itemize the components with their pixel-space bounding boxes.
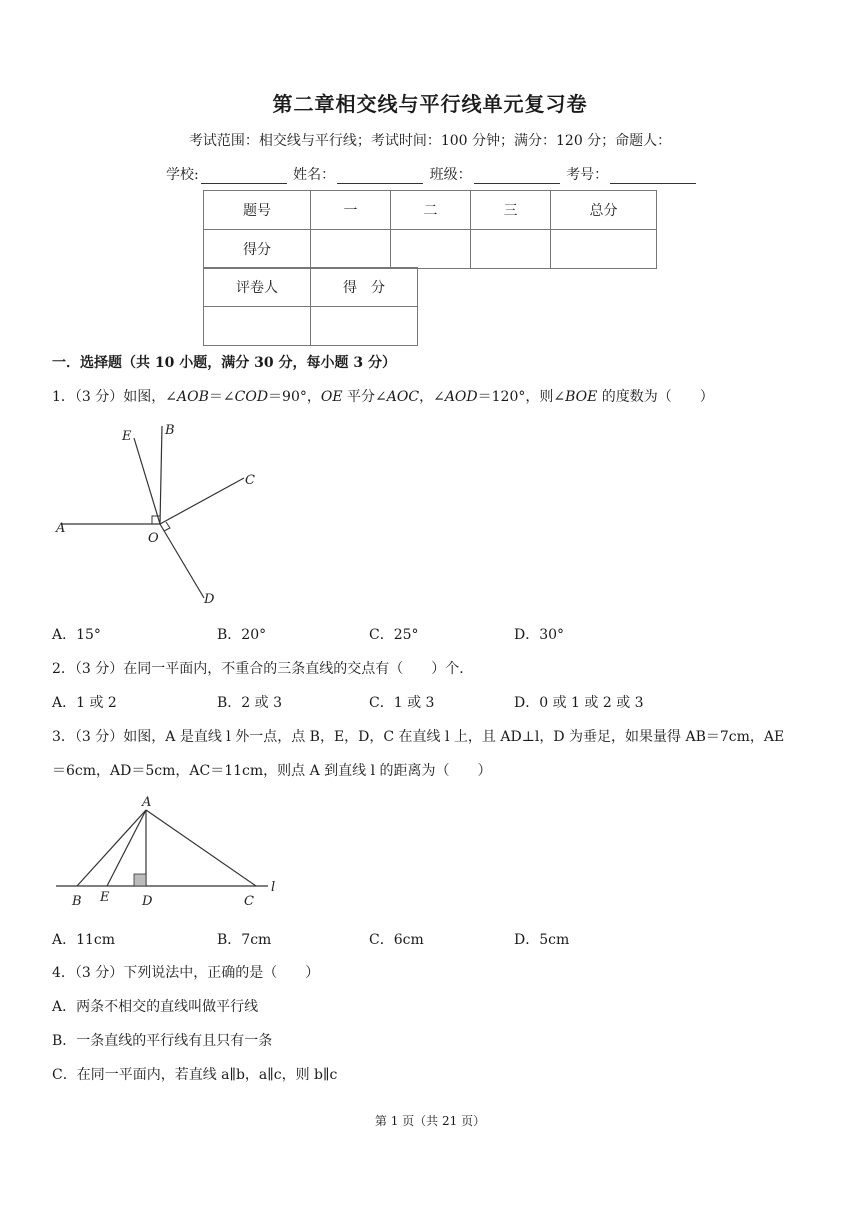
question-2-stem: 2．（3 分）在同一平面内，不重合的三条直线的交点有（ ）个． [52, 661, 474, 677]
q2-option-c[interactable]: C．1 或 3 [369, 695, 435, 711]
q4-option-a[interactable]: A．两条不相交的直线叫做平行线 [52, 999, 259, 1015]
q3-option-b[interactable]: B．7cm [217, 932, 272, 948]
score-table-score-row [204, 230, 657, 269]
score-cell[interactable] [391, 230, 471, 269]
label-b: B [165, 423, 175, 438]
header-cell: 三 [471, 191, 551, 230]
name-blank[interactable] [337, 168, 423, 184]
grader-cell[interactable] [204, 307, 311, 346]
question-1-stem: 1．（3 分）如图，∠AOB＝∠COD＝90°，OE 平分∠AOC，∠AOD＝120°，则∠BOE 的度数为（ ） [52, 389, 714, 405]
question-1-figure [52, 418, 272, 610]
question-3-figure [52, 792, 292, 914]
label-d: D [142, 894, 153, 909]
q3-option-c[interactable]: C．6cm [369, 932, 424, 948]
header-cell: 题号 [204, 191, 311, 230]
page-footer: 第 1 页（共 21 页） [374, 1114, 486, 1128]
q2-option-d[interactable]: D．0 或 1 或 2 或 3 [514, 695, 644, 711]
label-c: C [245, 473, 255, 488]
q3-option-a[interactable]: A．11cm [52, 932, 116, 948]
question-3-stem-line1: 3．（3 分）如图，A 是直线 l 外一点，点 B，E，D，C 在直线 l 上，且 AD⊥l，D 为垂足，如果量得 AB＝7cm，AE [52, 729, 785, 745]
grader-label: 评卷人 [204, 268, 311, 307]
score-cell[interactable] [551, 230, 657, 269]
score-cell[interactable] [311, 230, 391, 269]
score-table-header-row [204, 191, 657, 230]
question-3-stem-line2: ＝6cm，AD＝5cm，AC＝11cm，则点 A 到直线 l 的距离为（ ） [52, 763, 492, 779]
q4-option-c[interactable]: C．在同一平面内，若直线 a∥b，a∥c，则 b∥c [52, 1067, 338, 1083]
school-blank[interactable] [201, 168, 287, 184]
name-label: 姓名： [293, 167, 336, 183]
exam-meta: 考试范围：相交线与平行线；考试时间：100 分钟；满分：120 分；命题人： [188, 133, 672, 149]
label-e: E [122, 429, 132, 444]
score-row-label: 得分 [204, 230, 311, 269]
label-e: E [100, 890, 110, 905]
grader-score-cell[interactable] [311, 307, 418, 346]
score-cell[interactable] [471, 230, 551, 269]
q1-option-c[interactable]: C．25° [369, 627, 419, 643]
header-cell: 一 [311, 191, 391, 230]
q2-option-b[interactable]: B．2 或 3 [217, 695, 283, 711]
section-title: 一．选择题（共 10 小题，满分 30 分，每小题 3 分） [52, 355, 396, 371]
score-table [203, 190, 657, 269]
label-l: l [271, 880, 276, 895]
q4-option-b[interactable]: B．一条直线的平行线有且只有一条 [52, 1033, 273, 1049]
page-title: 第二章相交线与平行线单元复习卷 [272, 92, 588, 116]
number-label: 考号： [566, 167, 609, 183]
q2-option-a[interactable]: A．1 或 2 [52, 695, 117, 711]
label-c: C [244, 894, 254, 909]
label-d: D [204, 592, 215, 607]
label-a: A [56, 521, 66, 536]
q1-option-b[interactable]: B．20° [217, 627, 267, 643]
header-cell: 总分 [551, 191, 657, 230]
class-blank[interactable] [474, 168, 560, 184]
student-info-line [166, 164, 698, 184]
number-blank[interactable] [610, 168, 696, 184]
label-a: A [142, 795, 152, 810]
label-b: B [72, 894, 82, 909]
header-cell: 二 [391, 191, 471, 230]
label-o: O [148, 531, 159, 546]
school-label: 学校: [166, 167, 199, 183]
question-4-stem: 4．（3 分）下列说法中，正确的是（ ） [52, 965, 320, 981]
q1-option-d[interactable]: D．30° [514, 627, 565, 643]
class-label: 班级： [429, 167, 472, 183]
grader-score-label: 得 分 [311, 268, 418, 307]
q3-option-d[interactable]: D．5cm [514, 932, 570, 948]
grader-table [203, 267, 418, 346]
q1-option-a[interactable]: A．15° [52, 627, 101, 643]
